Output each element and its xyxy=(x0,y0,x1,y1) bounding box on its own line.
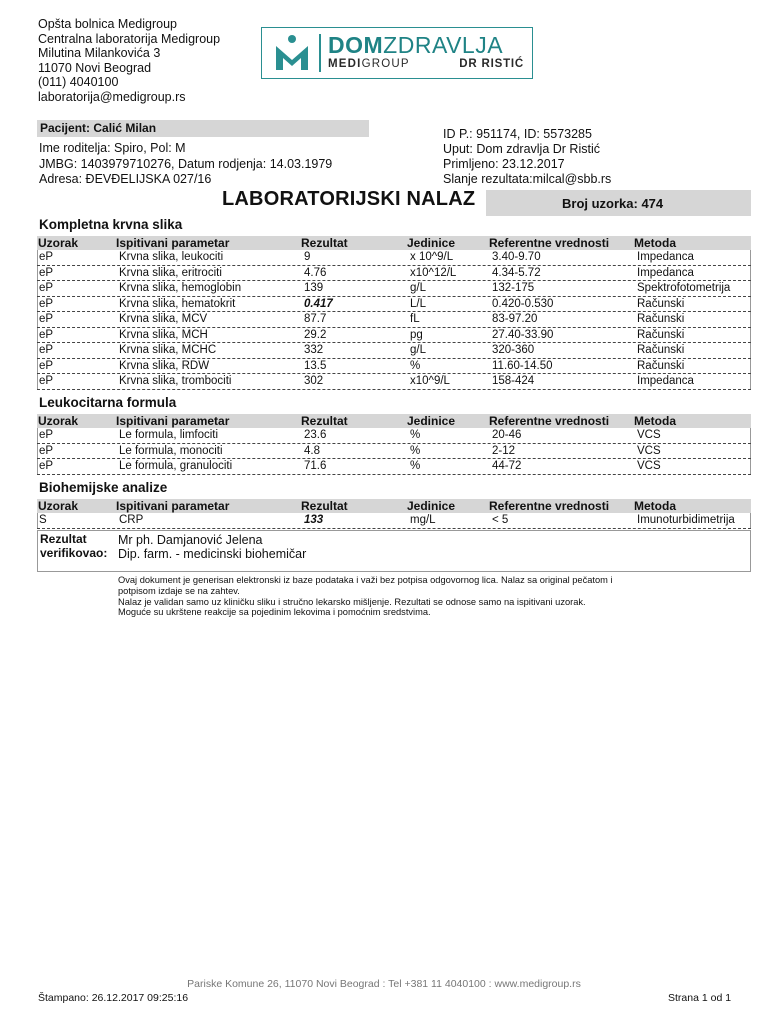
cell-sample: eP xyxy=(39,460,54,472)
table-row xyxy=(37,328,751,344)
cell-unit: L/L xyxy=(410,297,426,310)
cell-result: 13.5 xyxy=(304,359,327,372)
table-header xyxy=(37,414,751,428)
cell-result: 87.7 xyxy=(304,313,327,325)
cell-param: Krvna slika, trombociti xyxy=(119,375,232,387)
column-header: Ispitivani parametar xyxy=(116,499,230,513)
cell-param: Krvna slika, eritrociti xyxy=(119,266,222,279)
cell-param: Krvna slika, MCH xyxy=(119,328,208,341)
cell-unit: x 10^9/L xyxy=(410,251,454,263)
column-header: Jedinice xyxy=(407,499,456,513)
section-title: Leukocitarna formula xyxy=(39,395,177,410)
lab-address-line: Centralna laboratorija Medigroup xyxy=(38,31,221,46)
disclaimer-paragraph: Ovaj dokument je generisan elektronski iz baze podataka i važi bez potpisa odgovornog lica. Nalaz sa original pečatom i potpisom izdaje se na zahtev. xyxy=(118,575,613,596)
page-number: Strana 1 od 1 xyxy=(668,992,732,1004)
logo-dr-ristic: DR RISTIĆ xyxy=(459,58,524,70)
table-row xyxy=(37,281,751,297)
cell-sample: eP xyxy=(39,297,54,310)
cell-sample: eP xyxy=(39,266,54,279)
cell-method: Impedanca xyxy=(637,251,694,263)
dom-zdravlja-logo xyxy=(261,27,533,79)
cell-sample: eP xyxy=(39,429,54,441)
cell-ref: 27.40-33.90 xyxy=(492,328,554,341)
verification-label: Rezultat verifikovao: xyxy=(40,532,108,560)
cell-sample: eP xyxy=(39,251,54,263)
cell-unit: pg xyxy=(410,328,423,341)
patient-info-line: JMBG: 1403979710276, Datum rodjenja: 14.03.1979 xyxy=(39,156,333,171)
lab-address-line: laboratorija@medigroup.rs xyxy=(38,89,186,104)
logo-medigroup: MEDIGROUP xyxy=(328,58,410,70)
cell-ref: 320-360 xyxy=(492,344,535,356)
cell-sample: S xyxy=(39,514,47,526)
cell-param: Krvna slika, leukociti xyxy=(119,251,224,263)
cell-ref: 11.60-14.50 xyxy=(492,359,553,372)
table-row xyxy=(37,250,751,266)
cell-unit: % xyxy=(410,429,421,441)
column-header: Referentne vrednosti xyxy=(489,414,610,428)
lab-address-line: 11070 Novi Beograd xyxy=(38,60,152,75)
request-info-line: Uput: Dom zdravlja Dr Ristić xyxy=(443,142,600,156)
cell-method: Imunoturbidimetrija xyxy=(637,514,735,526)
cell-method: Računski xyxy=(637,328,685,341)
lab-address-line: (011) 4040100 xyxy=(38,75,119,90)
cell-result: 302 xyxy=(304,375,324,387)
lab-address-line: Milutina Milankovića 3 xyxy=(38,46,161,61)
table-row xyxy=(37,513,751,529)
cell-method: Računski xyxy=(637,344,685,356)
cell-param: Le formula, limfociti xyxy=(119,429,219,441)
cell-method: Impedanca xyxy=(637,266,694,279)
cell-result: 0.417 xyxy=(304,297,333,310)
column-header: Referentne vrednosti xyxy=(489,236,610,250)
table-row xyxy=(37,297,751,313)
sample-number: Broj uzorka: 474 xyxy=(486,190,751,216)
table-header xyxy=(37,499,751,513)
cell-method: Spektrofotometrija xyxy=(637,282,731,294)
cell-ref: 2-12 xyxy=(492,444,516,457)
cell-method: VCS xyxy=(637,460,661,472)
column-header: Ispitivani parametar xyxy=(116,236,230,250)
cell-unit: % xyxy=(410,460,421,472)
request-info-line: ID P.: 951174, ID: 5573285 xyxy=(443,127,592,141)
print-timestamp: Štampano: 26.12.2017 09:25:16 xyxy=(38,992,189,1004)
cell-unit: fL xyxy=(410,313,420,325)
verifier-name: Mr ph. Damjanović Jelena xyxy=(118,533,263,547)
cell-param: Krvna slika, RDW xyxy=(119,359,210,372)
cell-ref: 20-46 xyxy=(492,429,522,441)
cell-unit: % xyxy=(410,359,421,372)
column-header: Metoda xyxy=(634,414,676,428)
cell-result: 139 xyxy=(304,282,324,294)
cell-sample: eP xyxy=(39,328,54,341)
cell-result: 4.8 xyxy=(304,444,320,457)
cell-result: 71.6 xyxy=(304,460,327,472)
cell-method: Impedanca xyxy=(637,375,694,387)
table-row xyxy=(37,444,751,460)
table-row xyxy=(37,343,751,359)
table-row xyxy=(37,266,751,282)
table-row xyxy=(37,459,751,475)
disclaimer xyxy=(118,575,618,618)
cell-result: 9 xyxy=(304,251,311,263)
cell-result: 4.76 xyxy=(304,266,327,279)
column-header: Jedinice xyxy=(407,236,456,250)
cell-param: CRP xyxy=(119,514,144,526)
cell-ref: 158-424 xyxy=(492,375,535,387)
request-info xyxy=(443,127,611,187)
column-header: Rezultat xyxy=(301,499,348,513)
logo-divider xyxy=(319,34,321,72)
cell-method: Računski xyxy=(637,313,685,325)
report-title: LABORATORIJSKI NALAZ xyxy=(222,188,476,210)
cell-result: 23.6 xyxy=(304,429,327,441)
cell-ref: 4.34-5.72 xyxy=(492,266,541,279)
cell-sample: eP xyxy=(39,444,54,457)
table-header xyxy=(37,236,751,250)
cell-sample: eP xyxy=(39,282,54,294)
cell-unit: g/L xyxy=(410,344,426,356)
cell-method: Računski xyxy=(637,297,685,310)
cell-sample: eP xyxy=(39,313,54,325)
verifier xyxy=(118,533,306,561)
column-header: Uzorak xyxy=(38,499,79,513)
cell-ref: 3.40-9.70 xyxy=(492,251,541,263)
cell-param: Krvna slika, hemoglobin xyxy=(119,282,242,294)
lab-address xyxy=(38,17,220,105)
table-row xyxy=(37,374,751,390)
cell-ref: 83-97.20 xyxy=(492,313,538,325)
cell-param: Krvna slika, MCV xyxy=(119,313,208,325)
medigroup-mark-icon xyxy=(272,34,312,74)
cell-unit: mg/L xyxy=(410,514,436,526)
patient-name-bar: Pacijent: Calić Milan xyxy=(37,120,369,137)
column-header: Rezultat xyxy=(301,414,348,428)
cell-unit: g/L xyxy=(410,282,426,294)
cell-unit: x10^12/L xyxy=(410,266,457,279)
lab-address-line: Opšta bolnica Medigroup xyxy=(38,17,177,31)
table-row xyxy=(37,312,751,328)
cell-unit: x10^9/L xyxy=(410,375,450,387)
column-header: Uzorak xyxy=(38,414,79,428)
verification-box xyxy=(37,530,751,572)
cell-sample: eP xyxy=(39,359,54,372)
cell-ref: 0.420-0.530 xyxy=(492,297,554,310)
logo-dom-zdravlja: DOMZDRAVLJA xyxy=(328,32,504,58)
cell-ref: 132-175 xyxy=(492,282,535,294)
patient-info xyxy=(39,141,332,188)
column-header: Referentne vrednosti xyxy=(489,499,610,513)
footer-address: Pariske Komune 26, 11070 Novi Beograd : Tel +381 11 4040100 : www.medigroup.rs xyxy=(187,978,581,990)
cell-param: Krvna slika, hematokrit xyxy=(119,297,236,310)
column-header: Metoda xyxy=(634,499,676,513)
cell-result: 133 xyxy=(304,514,324,526)
cell-sample: eP xyxy=(39,344,54,356)
cell-unit: % xyxy=(410,444,421,457)
patient-info-line: Adresa: ĐEVĐELIJSKA 027/16 xyxy=(39,172,212,186)
cell-result: 332 xyxy=(304,344,324,356)
cell-ref: < 5 xyxy=(492,514,509,526)
cell-method: VCS xyxy=(637,444,661,457)
cell-method: Računski xyxy=(637,359,685,372)
cell-method: VCS xyxy=(637,429,661,441)
request-info-line: Primljeno: 23.12.2017 xyxy=(443,157,565,171)
table-row xyxy=(37,428,751,444)
section-title: Kompletna krvna slika xyxy=(39,217,183,232)
section-title: Biohemijske analize xyxy=(39,480,168,495)
cell-param: Krvna slika, MCHC xyxy=(119,344,217,356)
column-header: Rezultat xyxy=(301,236,348,250)
verifier-role: Dip. farm. - medicinski biohemičar xyxy=(118,547,307,561)
table-row xyxy=(37,359,751,375)
cell-param: Le formula, monociti xyxy=(119,444,223,457)
disclaimer-paragraph: Nalaz je validan samo uz kliničku sliku i stručno lekarsko mišljenje. Rezultati se odnose samo na ispitivani uzorak. Moguće su ukrštene reakcije sa pojedinim lekovima i pomoćnim sredstvima. xyxy=(118,596,586,618)
cell-result: 29.2 xyxy=(304,328,327,341)
column-header: Ispitivani parametar xyxy=(116,414,230,428)
column-header: Uzorak xyxy=(38,236,79,250)
column-header: Jedinice xyxy=(407,414,456,428)
column-header: Metoda xyxy=(634,236,676,250)
cell-sample: eP xyxy=(39,375,54,387)
request-info-line: Slanje rezultata:milcal@sbb.rs xyxy=(443,172,612,186)
cell-param: Le formula, granulociti xyxy=(119,460,233,472)
cell-ref: 44-72 xyxy=(492,460,522,472)
patient-info-line: Ime roditelja: Spiro, Pol: M xyxy=(39,141,186,155)
